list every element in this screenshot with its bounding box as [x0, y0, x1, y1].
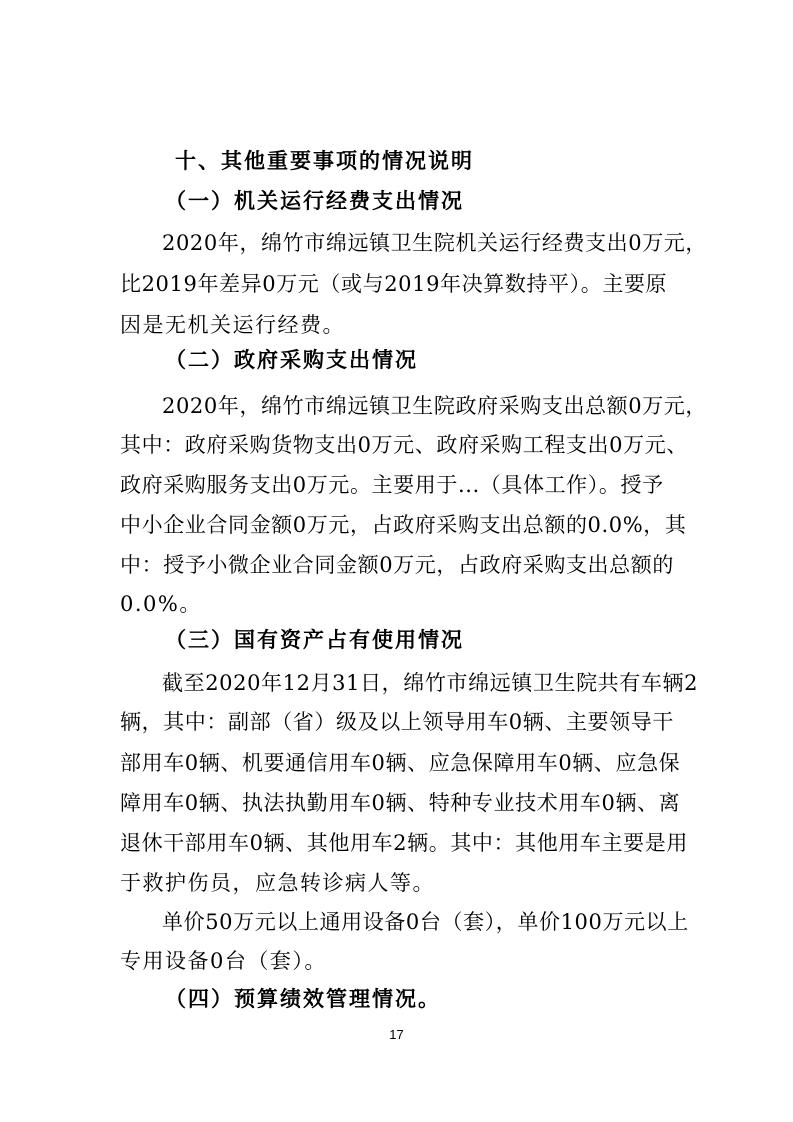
page-number: 17 [389, 1027, 404, 1042]
paragraph-line: 中小企业合同金额0万元，占政府采购支出总额的0.0%，其 [120, 513, 687, 537]
paragraph-line: 2020年，绵竹市绵远镇卫生院政府采购支出总额0万元， [162, 394, 708, 418]
paragraph-line: 政府采购服务支出0万元。主要用于...（具体工作）。授予 [120, 473, 664, 497]
subheading-government-procurement: （二）政府采购支出情况 [165, 348, 418, 372]
paragraph-line: 部用车0辆、机要通信用车0辆、应急保障用车0辆、应急保 [120, 751, 681, 775]
paragraph-line: 退休干部用车0辆、其他用车2辆。其中：其他用车主要是用 [120, 831, 688, 855]
subheading-operating-expenses: （一）机关运行经费支出情况 [165, 189, 464, 213]
section-heading-other-matters: 十、其他重要事项的情况说明 [175, 149, 474, 173]
subheading-performance-management: （四）预算绩效管理情况。 [165, 987, 441, 1011]
subheading-state-assets: （三）国有资产占有使用情况 [165, 628, 464, 652]
paragraph-line: 2020年，绵竹市绵远镇卫生院机关运行经费支出0万元， [162, 231, 708, 255]
paragraph-line: 单价50万元以上通用设备0台（套），单价100万元以上 [162, 910, 689, 934]
paragraph-line: 障用车0辆、执法执勤用车0辆、特种专业技术用车0辆、离 [120, 791, 681, 815]
paragraph-line: 其中：政府采购货物支出0万元、政府采购工程支出0万元、 [120, 433, 688, 457]
paragraph-line: 于救护伤员，应急转诊病人等。 [120, 871, 435, 895]
paragraph-line: 专用设备0台（套）。 [120, 949, 327, 973]
paragraph-line: 截至2020年12月31日，绵竹市绵远镇卫生院共有车辆2 [162, 671, 699, 695]
paragraph-line: 因是无机关运行经费。 [120, 313, 345, 337]
paragraph-line: 比2019年差异0万元（或与2019年决算数持平）。主要原 [120, 272, 668, 296]
paragraph-line: 0.0%。 [120, 592, 202, 616]
paragraph-line: 中：授予小微企业合同金额0万元，占政府采购支出总额的 [120, 553, 674, 577]
paragraph-line: 辆，其中：副部（省）级及以上领导用车0辆、主要领导干 [120, 710, 674, 734]
